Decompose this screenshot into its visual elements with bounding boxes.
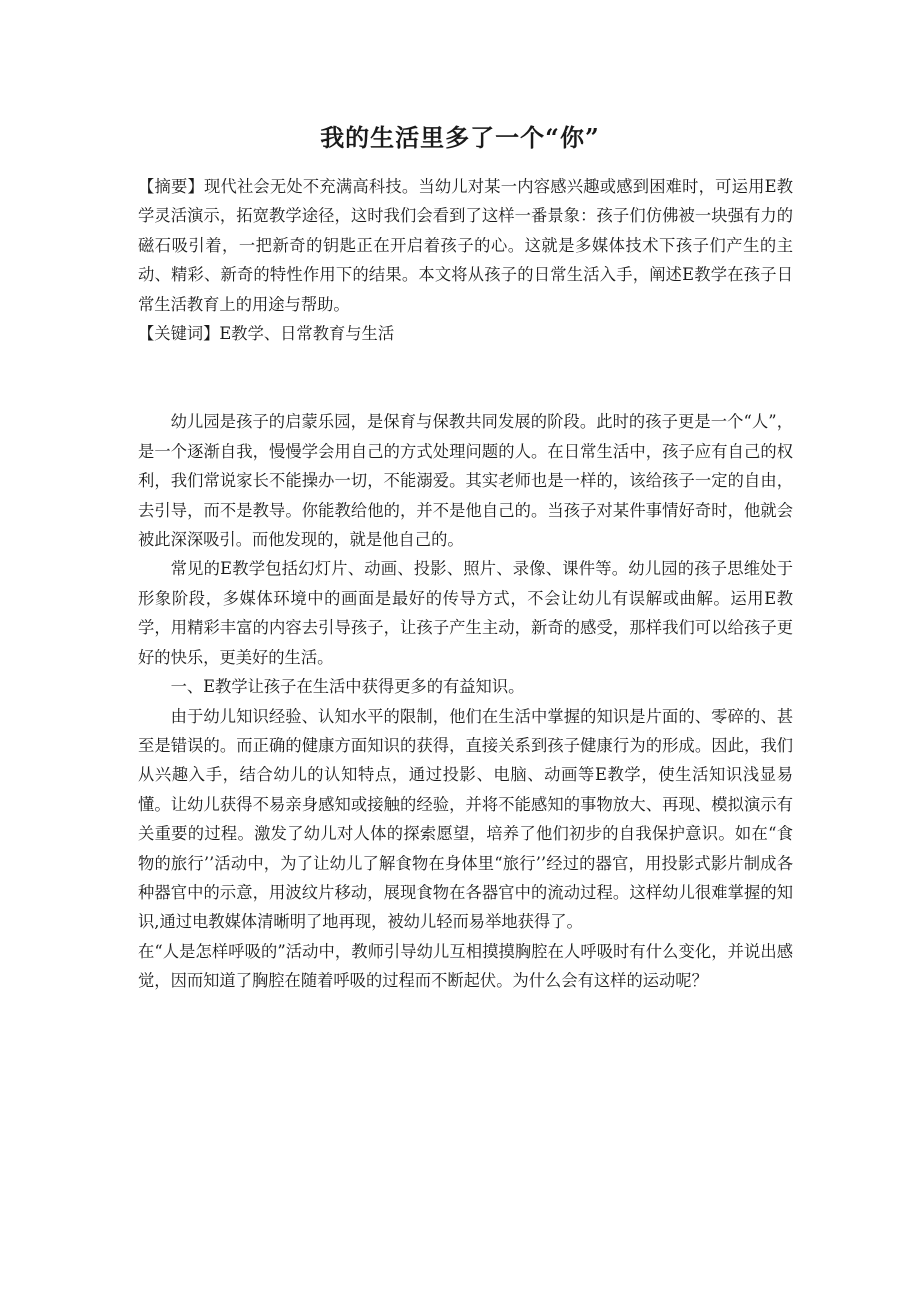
document-title: 我的生活里多了一个“你” (320, 123, 600, 152)
body-paragraph-2: 常见的E教学包括幻灯片、动画、投影、照片、录像、课件等。幼儿园的孩子思维处于形象阶段，多媒体环境中的画面是最好的传导方式，不会让幼儿有误解或曲解。运用E教学，用精彩丰富的内容去引导孩子，让孩子产生主动，新奇的感受，那样我们可以给孩子更好的快乐，更美好的生活。 (138, 559, 793, 667)
body-paragraph-4: 在“人是怎样呼吸的”活动中，教师引导幼儿互相摸摸胸腔在人呼吸时有什么变化，并说出感觉，因而知道了胸腔在随着呼吸的过程而不断起伏。为什么会有这样的运动呢？ (138, 941, 793, 991)
body-paragraph-1: 幼儿园是孩子的启蒙乐园，是保育与保教共同发展的阶段。此时的孩子更是一个“人”，是一个逐渐自我，慢慢学会用自己的方式处理问题的人。在日常生活中，孩子应有自己的权利，我们常说家长不能操办一切，不能溺爱。其实老师也是一样的，该给孩子一定的自由，去引导，而不是教导。你能教给他的，并不是他自己的。当孩子对某件事情好奇时，他就会被此深深吸引。而他发现的，就是他自己的。 (138, 412, 793, 550)
document-body (138, 172, 793, 996)
section-spacer (138, 348, 793, 407)
body-paragraph-3: 由于幼儿知识经验、认知水平的限制，他们在生活中掌握的知识是片面的、零碎的、甚至是错误的。而正确的健康方面知识的获得，直接关系到孩子健康行为的形成。因此，我们从兴趣入手，结合幼儿的认知特点，通过投影、电脑、动画等E教学，使生活知识浅显易懂。让幼儿获得不易亲身感知或接触的经验，并将不能感知的事物放大、再现、模拟演示有关重要的过程。激发了幼儿对人体的探索愿望，培养了他们初步的自我保护意识。如在“食物的旅行’’活动中，为了让幼儿了解食物在身体里“旅行’’经过的器官，用投影式影片制成各种器官中的示意，用波纹片移动，展现食物在各器官中的流动过程。这样幼儿很难掌握的知识,通过电教媒体清晰明了地再现，被幼儿轻而易举地获得了。 (138, 706, 793, 932)
abstract-paragraph: 【摘要】现代社会无处不充满高科技。当幼儿对某一内容感兴趣或感到困难时，可运用E教学灵活演示，拓宽教学途径，这时我们会看到了这样一番景象：孩子们仿佛被一块强有力的磁石吸引着，一把新奇的钥匙正在开启着孩子的心。这就是多媒体技术下孩子们产生的主动、精彩、新奇的特性作用下的结果。本文将从孩子的日常生活入手，阐述E教学在孩子日常生活教育上的用途与帮助。 (138, 177, 793, 314)
keywords-paragraph: 【关键词】E教学、日常教育与生活 (138, 324, 395, 344)
section-heading-1: 一、E教学让孩子在生活中获得更多的有益知识。 (170, 677, 525, 697)
